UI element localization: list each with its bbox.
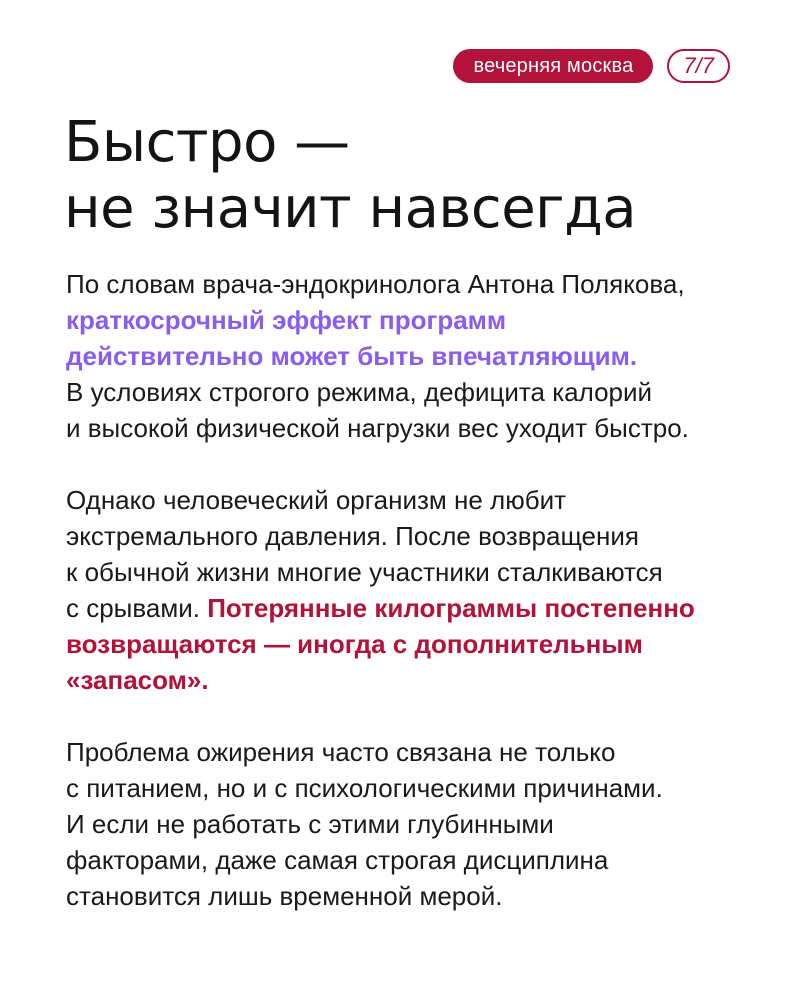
paragraph-2-line-4-plain: с срывами. xyxy=(66,593,208,623)
paragraph-2-line-3: к обычной жизни многие участники сталкиваются xyxy=(66,557,663,587)
paragraph-2-line-4 xyxy=(66,590,766,626)
page-counter: 7/7 xyxy=(667,49,730,83)
paragraph-2-highlight-line-3: «запасом». xyxy=(66,665,209,695)
title-line-2: не значит навсегда xyxy=(64,176,637,241)
article-body xyxy=(66,266,766,950)
page-title xyxy=(64,110,764,242)
paragraph-3 xyxy=(66,734,766,914)
header xyxy=(453,49,730,83)
paragraph-2-line-2: экстремального давления. После возвращения xyxy=(66,521,639,551)
paragraph-3-line-5: становится лишь временной мерой. xyxy=(66,881,503,911)
brand-badge: вечерняя москва xyxy=(453,49,653,83)
paragraph-1-line-3: и высокой физической нагрузки вес уходит быстро. xyxy=(66,413,689,443)
paragraph-3-line-3: И если не работать с этими глубинными xyxy=(66,809,554,839)
paragraph-1-highlight-line-1: краткосрочный эффект программ xyxy=(66,305,507,335)
paragraph-2-highlight-line-1: Потерянные килограммы постепенно xyxy=(207,593,695,623)
paragraph-2 xyxy=(66,482,766,698)
paragraph-2-line-1: Однако человеческий организм не любит xyxy=(66,485,567,515)
paragraph-3-line-1: Проблема ожирения часто связана не только xyxy=(66,737,616,767)
paragraph-1 xyxy=(66,266,766,446)
paragraph-3-line-2: с питанием, но и с психологическими причинами. xyxy=(66,773,663,803)
paragraph-1-highlight-line-2: действительно может быть впечатляющим. xyxy=(66,341,638,371)
paragraph-3-line-4: факторами, даже самая строгая дисциплина xyxy=(66,845,609,875)
paragraph-2-highlight-line-2: возвращаются — иногда с дополнительным xyxy=(66,629,643,659)
paragraph-1-line-1: По словам врача-эндокринолога Антона Полякова, xyxy=(66,269,685,299)
title-line-1: Быстро — xyxy=(64,110,350,175)
paragraph-1-line-2: В условиях строгого режима, дефицита калорий xyxy=(66,377,653,407)
